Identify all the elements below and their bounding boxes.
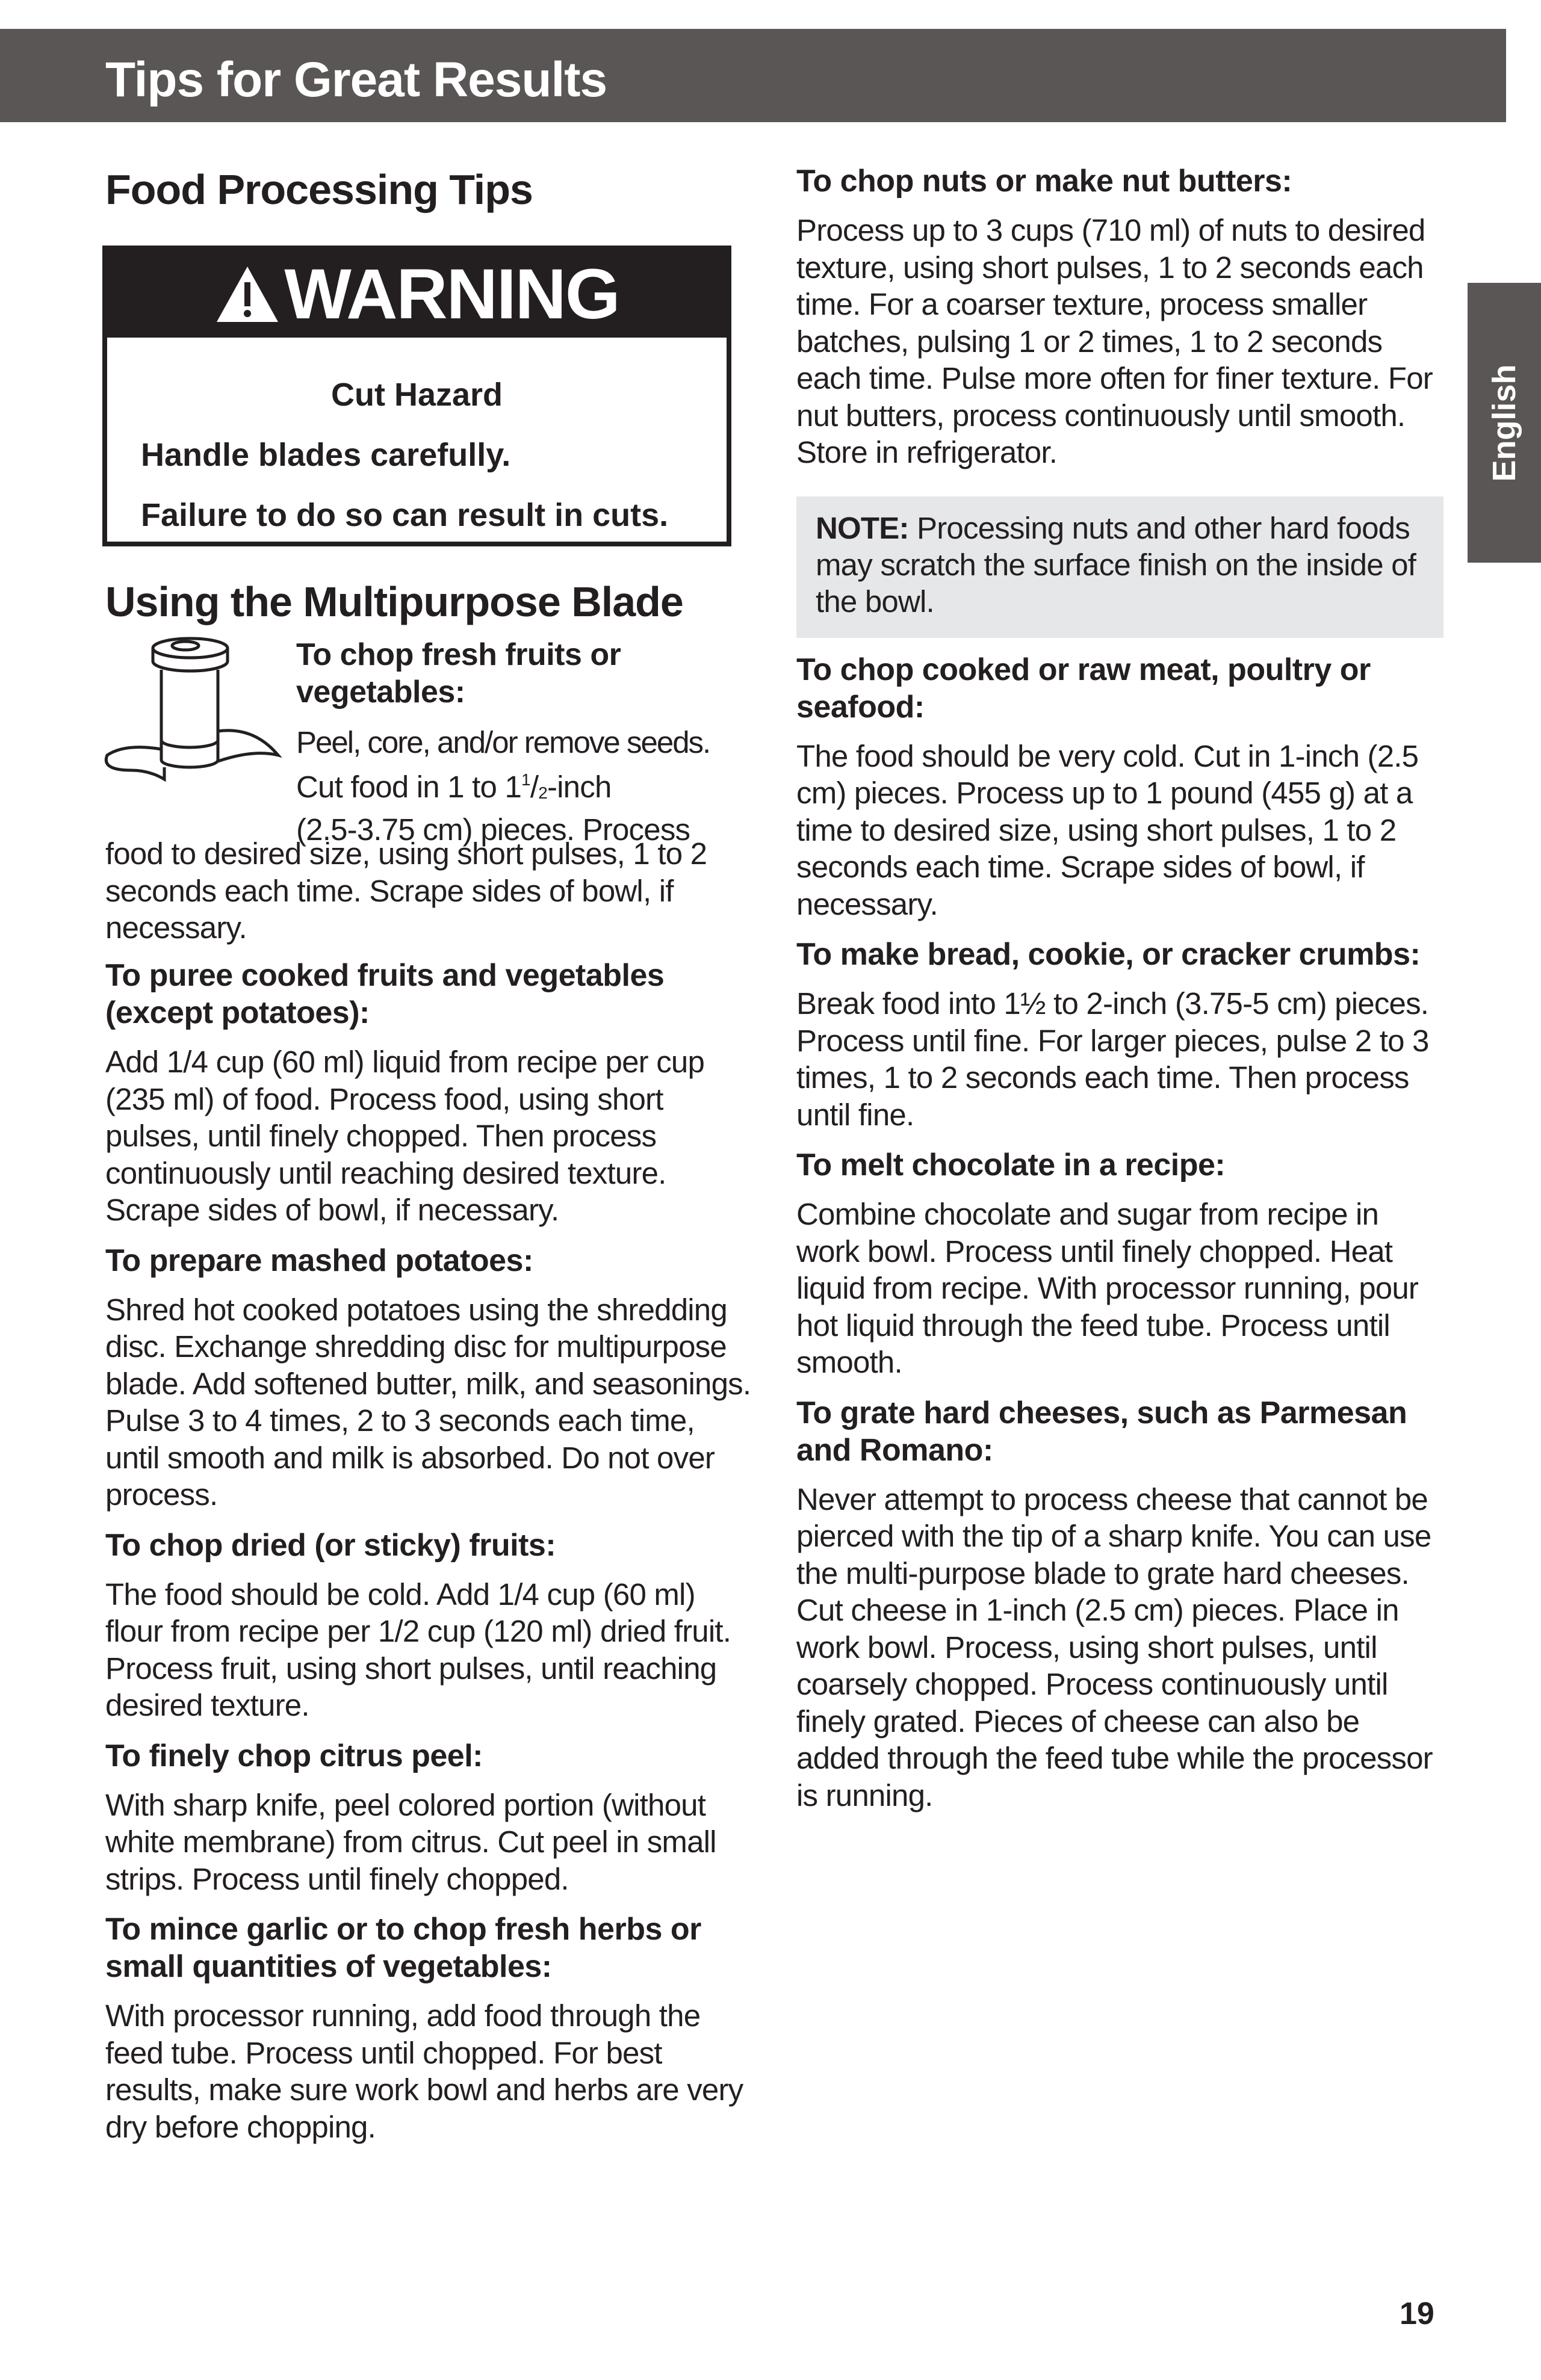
note-label: NOTE: [816, 510, 909, 545]
tip-block [105, 957, 752, 1229]
tip-block [105, 1737, 752, 1898]
warning-header [107, 250, 727, 338]
tip-heading: To grate hard cheeses, such as Parmesan and Romano: [796, 1395, 1407, 1468]
warning-hazard: Cut Hazard [330, 377, 503, 413]
tip-heading: To puree cooked fruits and vegetables (except potatoes): [105, 958, 665, 1030]
tip-block [105, 1527, 752, 1724]
tip-body: With sharp knife, peel colored portion (without white membrane) from citrus. Cut peel in small strips. Process until finely chopped. [105, 1787, 716, 1896]
tip-heading: To mince garlic or to chop fresh herbs or small quantities of vegetables: [105, 1912, 701, 1984]
tip-body: Never attempt to process cheese that cannot be pierced with the tip of a sharp knife. You can use the multi-purpose blade to grate hard cheeses. Cut cheese in 1-inch (2.5 cm) pieces. Place in work bowl. Process, using short pulses, until coarsely chopped. Process continuously until finely grated. Pieces of cheese can also be added through the feed tube while the processor is running. [796, 1482, 1433, 1813]
warning-box [102, 246, 731, 546]
page-number: 19 [1400, 2296, 1434, 2331]
tip-heading: To chop fresh fruits or vegetables: [296, 637, 621, 709]
title-bar [0, 29, 1506, 122]
multipurpose-blade-icon [101, 635, 285, 788]
tip-heading: To chop dried (or sticky) fruits: [105, 1527, 556, 1563]
section-title-multipurpose-blade: Using the Multipurpose Blade [105, 578, 683, 625]
tip-body: Break food into 1½ to 2-inch (3.75-5 cm) pieces. Process until fine. For larger pieces, pulse 2 to 3 times, 1 to 2 seconds each time. Then process until fine. [796, 986, 1429, 1132]
tip-body-continued [105, 835, 749, 947]
right-column [796, 162, 1443, 1814]
tip-heading: To chop cooked or raw meat, poultry or seafood: [796, 652, 1371, 725]
tip-body: Shred hot cooked potatoes using the shredding disc. Exchange shredding disc for multipurpose blade. Add softened butter, milk, and seasonings. Pulse 3 to 4 times, 2 to 3 seconds each time, until smooth and milk is absorbed. Do not over process. [105, 1292, 751, 1512]
tip-body-text: food to desired size, using short pulses, 1 to 2 seconds each time. Scrape sides of bowl, if necessary. [105, 836, 707, 945]
tip-block [796, 162, 1443, 471]
tip-body: Process up to 3 cups (710 ml) of nuts to desired texture, using short pulses, 1 to 2 seconds each time. For a coarser texture, process smaller batches, pulsing 1 or 2 times, 1 to 2 seconds each time. Pulse more often for finer texture. For nut butters, process continuously until smooth. Store in refrigerator. [796, 213, 1433, 469]
tip-block [105, 1911, 752, 2145]
tip-heading: To chop nuts or make nut butters: [796, 164, 1292, 199]
left-tips-list [105, 957, 752, 2145]
language-tab-label: English [1486, 363, 1522, 482]
tip-body: The food should be cold. Add 1/4 cup (60 ml) flour from recipe per 1/2 cup (120 ml) dried fruit. Process fruit, using short pulses, until reaching desired texture. [105, 1577, 731, 1722]
tip-heading: To prepare mashed potatoes: [105, 1243, 533, 1278]
tip-body: With processor running, add food through the feed tube. Process until chopped. For best results, make sure work bowl and herbs are very dry before chopping. [105, 1998, 743, 2144]
tip-body: Combine chocolate and sugar from recipe in work bowl. Process until finely chopped. Heat liquid from recipe. With processor running, pour hot liquid through the feed tube. Process until smooth. [796, 1197, 1419, 1379]
note-text: Processing nuts and other hard foods may scratch the surface finish on the inside of the bowl. [816, 510, 1416, 619]
warning-triangle-icon [214, 264, 281, 324]
section-title-food-processing: Food Processing Tips [105, 166, 533, 213]
tip-body: Add 1/4 cup (60 ml) liquid from recipe per cup (235 ml) of food. Process food, using short pulses, until finely chopped. Then process continuously until reaching desired texture. Scrape sides of bowl, if necessary. [105, 1045, 705, 1227]
tip-block [796, 1394, 1443, 1814]
tip-heading: To finely chop citrus peel: [105, 1738, 483, 1773]
warning-line-1: Handle blades carefully. [141, 437, 511, 473]
tip-heading: To melt chocolate in a recipe: [796, 1148, 1226, 1182]
warning-label: WARNING [284, 254, 619, 334]
tip-heading: To make bread, cookie, or cracker crumbs: [796, 937, 1421, 972]
tip-block [796, 1146, 1443, 1381]
tip-block [796, 651, 1443, 923]
language-tab [1468, 283, 1541, 563]
tip-body-intro: Peel, core, and/or remove seeds. Cut food in 1 to $1^1/_2$-inch (2.5-3.75 cm) pieces. Process [296, 725, 710, 847]
tip-body: The food should be very cold. Cut in 1-inch (2.5 cm) pieces. Process up to 1 pound (455 g) at a time to desired size, using short pulses, 1 to 2 seconds each time. Scrape sides of bowl, if necessary. [796, 738, 1419, 921]
tip-block [796, 936, 1443, 1133]
note-box [796, 496, 1443, 638]
warning-line-2: Failure to do so can result in cuts. [141, 497, 669, 533]
page-title: Tips for Great Results [105, 52, 607, 107]
tip-block [105, 1242, 752, 1513]
